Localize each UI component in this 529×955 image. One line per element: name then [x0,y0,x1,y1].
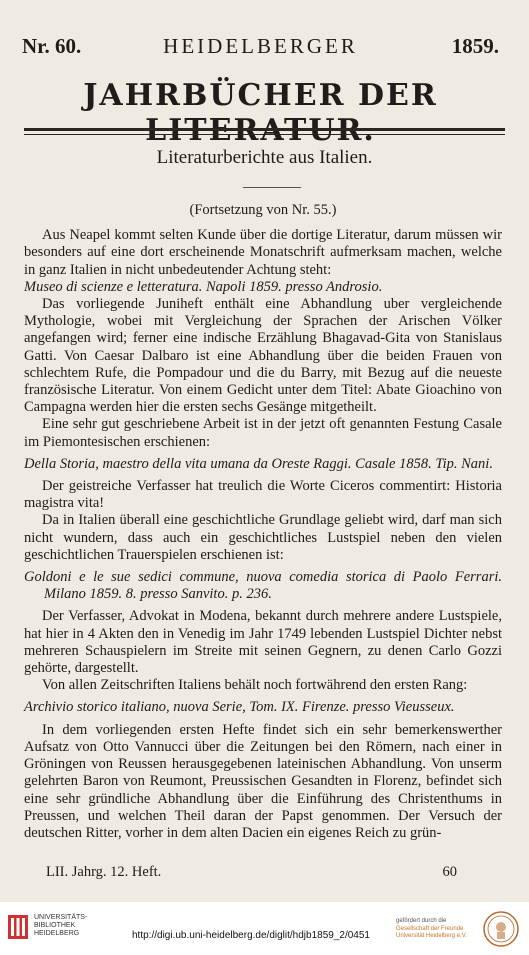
thin-rule [24,134,505,135]
ub-logo-icon [6,912,30,942]
paragraph: Der Verfasser, Advokat in Modena, bekannt durch mehrere andere Lustspiele, hat hier in 4 Akten den in Venedig im Jahr 1749 lebenden Lustspiel Dichter nebst mehreren Schauspielern im Streite mit seinen Gegnern, zu denen Carlo Gozzi gehörte, dargestellt. [24,608,502,677]
signature-mark: LII. Jahrg. 12. Heft. [46,864,162,880]
article-body [24,202,502,842]
citation: Archivio storico italiano, nuova Serie, Tom. IX. Firenze. presso Vieusseux. [24,699,455,716]
paragraph: Von allen Zeitschriften Italiens behält noch fortwährend den ersten Rang: [42,677,468,694]
sheet-number: 60 [442,864,457,880]
paragraph: Eine sehr gut geschriebene Arbeit ist in der jetzt oft genannten Festung Casale im Piemontesischen erschienen: [24,416,502,450]
citation: Museo di scienze e letteratura. Napoli 1859. presso Androsio. [24,278,383,295]
citation: Della Storia, maestro della vita umana da Oreste Raggi. Casale 1858. Tip. Nani. [24,455,493,472]
running-header [22,34,499,60]
page-footer [46,864,457,882]
paragraph: Da in Italien überall eine geschichtliche Grundlage geliebt wird, darf man sich nicht wundern, dass auch ein geschichtliches Lustspiel neben den vielen geschichtlichen Trauerspielen erschienen ist: [24,512,502,563]
permalink-url[interactable]: http://digi.ub.uni-heidelberg.de/diglit/hdjb1859_2/0451 [132,930,370,941]
short-divider [243,187,301,188]
funder-credit: gefördert durch die Gesellschaft der Freunde Universität Heidelberg e.V. [396,918,467,939]
thick-rule [24,128,505,131]
citation: Goldoni e le sue sedici commune, nuova comedia storica di Paolo Ferrari. Milano 1859. 8. presso Sanvito. p. 236. [24,569,502,603]
journal-title: JAHRBÜCHER DER [83,78,438,113]
university-seal-icon [482,910,520,948]
header-year: 1859. [451,34,499,58]
section-title: Literaturberichte aus Italien. [156,147,373,168]
paragraph: Der geistreiche Verfasser hat treulich die Worte Ciceros commentirt: Historia magistra vita! [24,478,502,512]
paragraph: Das vorliegende Juniheft enthält eine Abhandlung uber vergleichende Mythologie, wobei mit Vergleichung der Sprachen der Arischen Völker angefangen wird; ferner eine indische Erzählung Bhagavad-Gita von Stanislaus Gatti. Von Caesar Dalbaro ist eine Abhandlung über die beiden Frauen von schlechtem Rufe, die Pompadour und die du Barry, mit Bezug auf die neueste französische Literatur. Von einem Gedicht unter dem Titel: Abate Gioachino von Campagna werden hier die ersten sechs Gesänge mitgetheilt. [24,296,502,416]
paragraph: In dem vorliegenden ersten Hefte findet sich ein sehr bemerkenswerther Aufsatz von Otto Vannucci über die Zeitungen bei den Römern, nach einer in Gröningen von Reussen herausgegebenen lateinischen Abhandlung. Von unserm gelehrten Baron von Reumont, Preussischen Gesandten in Florenz, befindet sich eine sehr gründliche Abhandlung über die Einführung des Christenthums in Preussen, und welchen Theil daran der Papst genommen. Der Versuch der deutschen Ritter, vorher in dem alten Dacien ein eigenes Reich zu grün- [24,721,502,841]
digitization-bar [0,902,529,955]
issue-number: Nr. 60. [22,34,82,58]
header-title: HEIDELBERGER [163,34,358,58]
library-name: UNIVERSITÄTS- BIBLIOTHEK HEIDELBERG [34,914,88,937]
paragraph: Aus Neapel kommt selten Kunde über die dortige Literatur, darum müssen wir besonders auf eine dort erscheinende Monatschrift aufmerksam machen, welche in ganz Italien in nicht unbedeutender Achtung steht: [24,227,502,278]
continuation-note: (Fortsetzung von Nr. 55.) [189,202,337,218]
